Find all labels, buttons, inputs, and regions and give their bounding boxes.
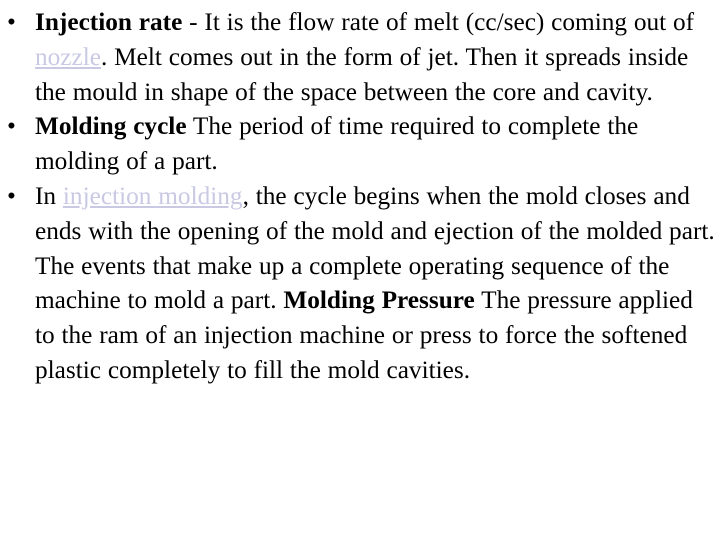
- bullet-text: , the cycle begins when the mold closes and ends with the opening of the mold and ejection of the molded part. The events that make up a complete operating sequence of the machine to mold a part.: [35, 181, 715, 315]
- bullet-molding-cycle: [0, 109, 718, 179]
- bullet-text: The period of time required to complete the molding of a part.: [35, 112, 639, 176]
- bullet-text: The pressure applied to the ram of an injection machine or press to force the softened plastic completely to fill the mold cavities.: [35, 286, 693, 384]
- bullet-dot-icon: •: [7, 112, 16, 141]
- term-injection-rate: Injection rate: [35, 8, 183, 36]
- bullet-injection-rate: [0, 5, 718, 109]
- bullet-list: [0, 5, 718, 388]
- term-molding-cycle: Molding cycle: [35, 112, 187, 141]
- bullet-dot-icon: •: [7, 181, 16, 210]
- bullet-text: - It is the flow rate of melt (cc/sec) coming out of: [182, 8, 695, 36]
- bullet-injection-molding: [0, 179, 718, 388]
- link-injection-molding[interactable]: injection molding: [62, 181, 243, 210]
- link-nozzle[interactable]: nozzle: [35, 42, 102, 71]
- bullet-text: In: [35, 181, 63, 210]
- bullet-dot-icon: •: [7, 8, 16, 36]
- bullet-text: . Melt comes out in the form of jet. Then it spreads inside the mould in shape of the space between the core and cavity.: [35, 42, 689, 106]
- term-molding-pressure: Molding Pressure: [283, 286, 475, 315]
